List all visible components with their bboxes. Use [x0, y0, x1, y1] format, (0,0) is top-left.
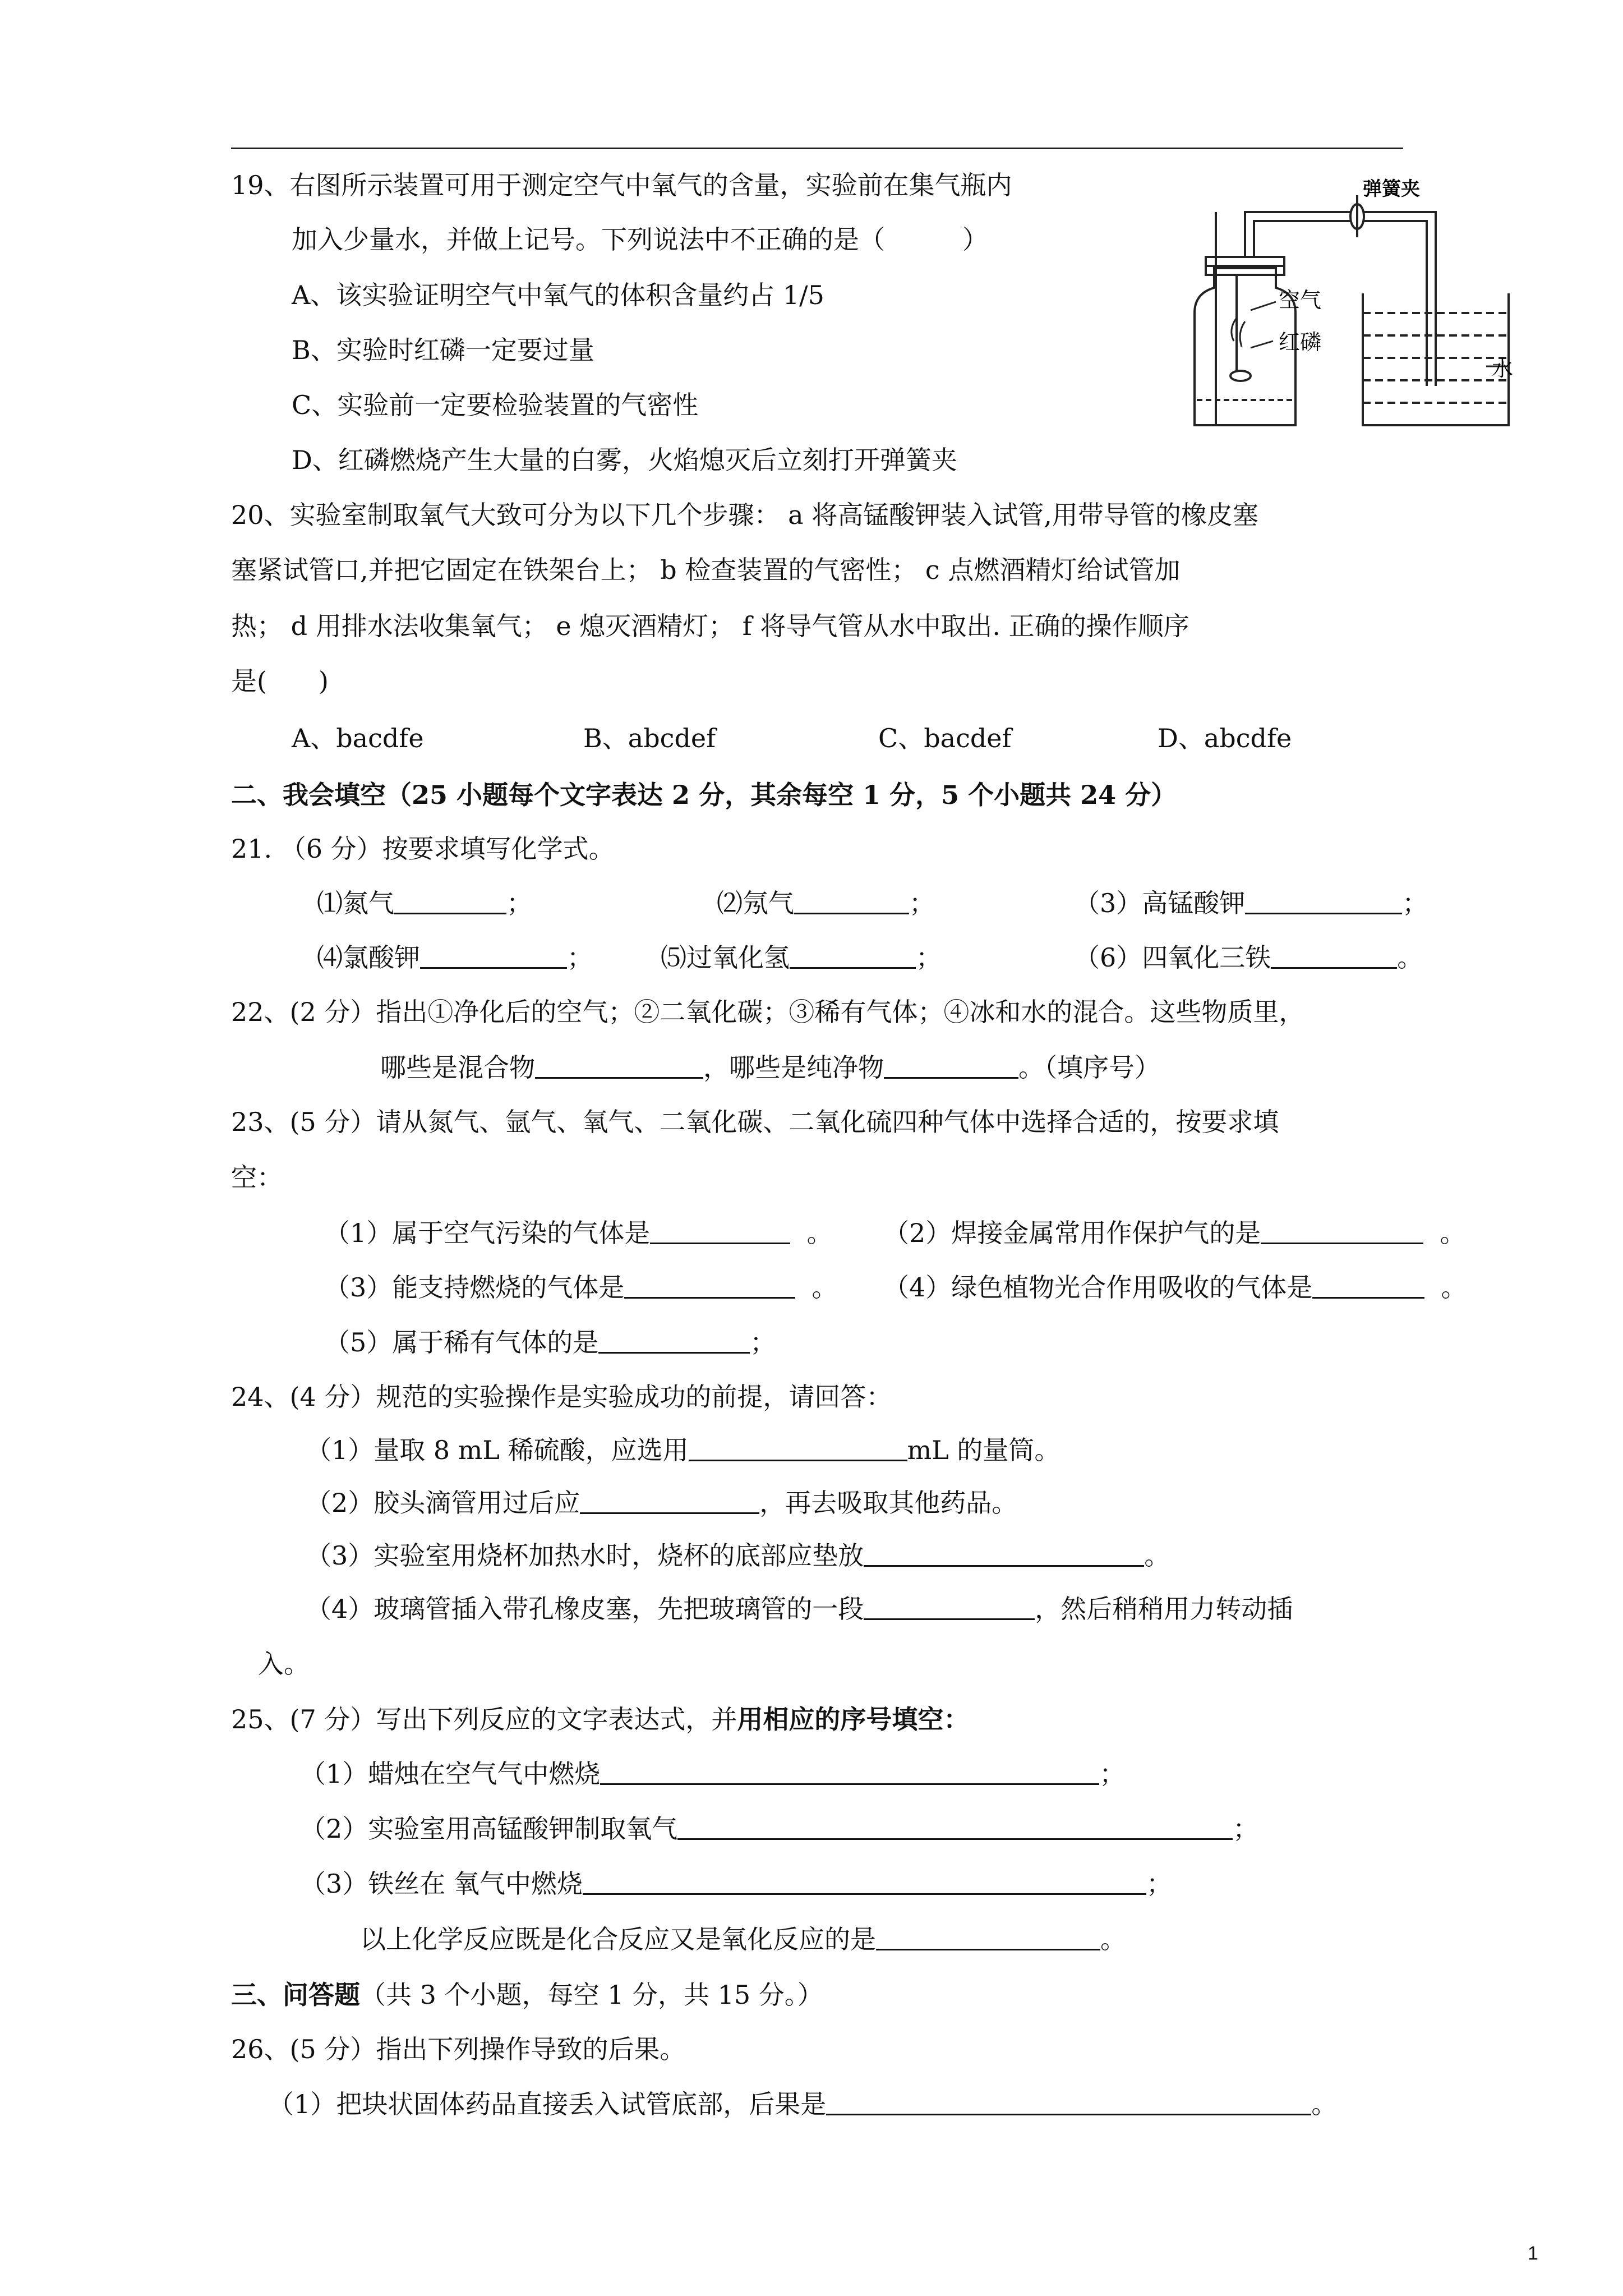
q23-line1: 23、(5 分）请从氮气、氩气、氧气、二氧化碳、二氧化硫四种气体中选择合适的，按要求填: [231, 1107, 1279, 1137]
answer-blank[interactable]: [583, 1871, 1146, 1895]
answer-blank[interactable]: [1245, 890, 1402, 914]
clamp-label: 弹簧夹: [1363, 178, 1420, 200]
answer-blank[interactable]: [864, 1543, 1144, 1567]
q21-item-1: ⑴氮气 ；: [317, 888, 532, 918]
answer-blank[interactable]: [884, 1055, 1018, 1079]
q19-stem-line1: 19、右图所示装置可用于测定空气中氧气的含量，实验前在集气瓶内: [231, 170, 1012, 200]
q23-item-4: （4）绿色植物光合作用吸收的气体是 。: [883, 1272, 1467, 1303]
q23-line2: 空：: [231, 1162, 283, 1193]
answer-blank[interactable]: [1261, 1220, 1423, 1244]
phosphorus-label: 红磷: [1279, 330, 1322, 355]
answer-blank[interactable]: [1271, 945, 1397, 969]
q24-item-2: （2）胶头滴管用过后应 ，再去吸取其他药品。: [306, 1488, 1018, 1518]
answer-blank[interactable]: [580, 1490, 759, 1514]
q21-item-2: ⑵氖气 ；: [717, 888, 935, 918]
q23-item-5: （5）属于稀有气体的是 ；: [324, 1327, 776, 1358]
q25-item-1: （1）蜡烛在空气气中燃烧 ；: [300, 1759, 1126, 1789]
q20-option-d: D、abcdfe: [1158, 723, 1292, 753]
q21-item-6: （6）四氧化三铁 。: [1074, 942, 1423, 973]
air-label: 空气: [1279, 288, 1322, 312]
answer-blank[interactable]: [535, 1055, 703, 1079]
q25-title: 25、(7 分）写出下列反应的文字表达式，并用相应的序号填空：: [231, 1704, 970, 1734]
q19-option-d: D、红磷燃烧产生大量的白雾，火焰熄灭后立刻打开弹簧夹: [292, 445, 957, 475]
q25-item-3: （3）铁丝在 氧气中燃烧 ；: [300, 1869, 1172, 1899]
q19-option-c: C、实验前一定要检验装置的气密性: [292, 390, 699, 420]
q24-title: 24、(4 分）规范的实验操作是实验成功的前提，请回答：: [231, 1382, 892, 1412]
q21-item-4: ⑷氯酸钾 ；: [317, 942, 593, 973]
q23-item-3: （3）能支持燃烧的气体是 。: [324, 1272, 838, 1303]
q19-option-a: A、该实验证明空气中氧气的体积含量约占 1/5: [292, 280, 824, 310]
q23-item-2: （2）焊接金属常用作保护气的是 。: [883, 1218, 1466, 1248]
answer-blank[interactable]: [1312, 1274, 1424, 1299]
q20-line1: 20、实验室制取氧气大致可分为以下几个步骤： a 将高锰酸钾装入试管,用带导管的橡皮塞: [231, 500, 1258, 530]
q20-line3: 热； d 用排水法收集氧气； e 熄灭酒精灯； f 将导气管从水中取出. 正确的操作顺序: [231, 611, 1189, 641]
q20-option-b: B、abcdef: [583, 723, 716, 753]
answer-blank[interactable]: [394, 890, 506, 914]
q23-item-1: （1）属于空气污染的气体是 。: [324, 1218, 833, 1248]
q20-option-c: C、bacdef: [878, 723, 1012, 753]
q22-line1: 22、(2 分）指出①净化后的空气；②二氧化碳；③稀有气体；④冰和水的混合。这些物质里，: [231, 997, 1305, 1027]
q21-title: 21. （6 分）按要求填写化学式。: [231, 834, 615, 864]
q20-line2: 塞紧试管口,并把它固定在铁架台上； b 检查装置的气密性； c 点燃酒精灯给试管加: [231, 555, 1181, 585]
section-2-heading: 二、我会填空（25 小题每个文字表达 2 分，其余每空 1 分，5 个小题共 24 分）: [231, 780, 1177, 810]
q21-item-3: （3）高锰酸钾 ；: [1074, 888, 1428, 918]
q20-line4: 是( ): [231, 666, 329, 696]
answer-blank[interactable]: [624, 1274, 795, 1299]
q20-option-a: A、bacdfe: [292, 723, 424, 753]
q24-item-1: （1）量取 8 mL 稀硫酸，应选用 mL 的量筒。: [306, 1435, 1061, 1465]
answer-blank[interactable]: [864, 1596, 1035, 1620]
q26-item-1: （1）把块状固体药品直接丢入试管底部，后果是 。: [268, 2089, 1338, 2119]
answer-blank[interactable]: [600, 1761, 1099, 1785]
q19-stem-line2: 加入少量水，并做上记号。下列说法中不正确的是（ ）: [292, 224, 988, 255]
section-3-heading: 三、问答题（共 3 个小题，每空 1 分，共 15 分。）: [231, 1980, 823, 2010]
answer-blank[interactable]: [826, 2091, 1311, 2115]
oxygen-apparatus-figure: [1172, 173, 1520, 442]
q24-item-4-cont: 入。: [258, 1649, 310, 1679]
q22-line2: 哪些是混合物 ，哪些是纯净物 。（填序号）: [380, 1052, 1160, 1083]
answer-blank[interactable]: [650, 1220, 790, 1244]
q19-option-b: B、实验时红磷一定要过量: [292, 335, 594, 365]
answer-blank[interactable]: [794, 890, 909, 914]
q26-title: 26、(5 分）指出下列操作导致的后果。: [231, 2034, 686, 2064]
q25-item-4: 以上化学反应既是化合反应又是氧化反应的是 。: [360, 1924, 1126, 1954]
q21-item-5: ⑸过氧化氢 ；: [661, 942, 942, 973]
answer-blank[interactable]: [876, 1926, 1100, 1950]
q24-item-4: （4）玻璃管插入带孔橡皮塞，先把玻璃管的一段 ，然后稍稍用力转动插: [306, 1594, 1293, 1624]
water-label: 水: [1492, 356, 1514, 381]
page-number: 1: [1528, 2243, 1538, 2264]
header-rule: [231, 148, 1403, 149]
q24-item-3: （3）实验室用烧杯加热水时，烧杯的底部应垫放 。: [306, 1540, 1170, 1571]
answer-blank[interactable]: [790, 945, 916, 969]
answer-blank[interactable]: [677, 1816, 1233, 1840]
q25-item-2: （2）实验室用高锰酸钾制取氧气 ；: [300, 1814, 1259, 1844]
answer-blank[interactable]: [689, 1437, 907, 1461]
answer-blank[interactable]: [598, 1329, 750, 1354]
answer-blank[interactable]: [420, 945, 567, 969]
